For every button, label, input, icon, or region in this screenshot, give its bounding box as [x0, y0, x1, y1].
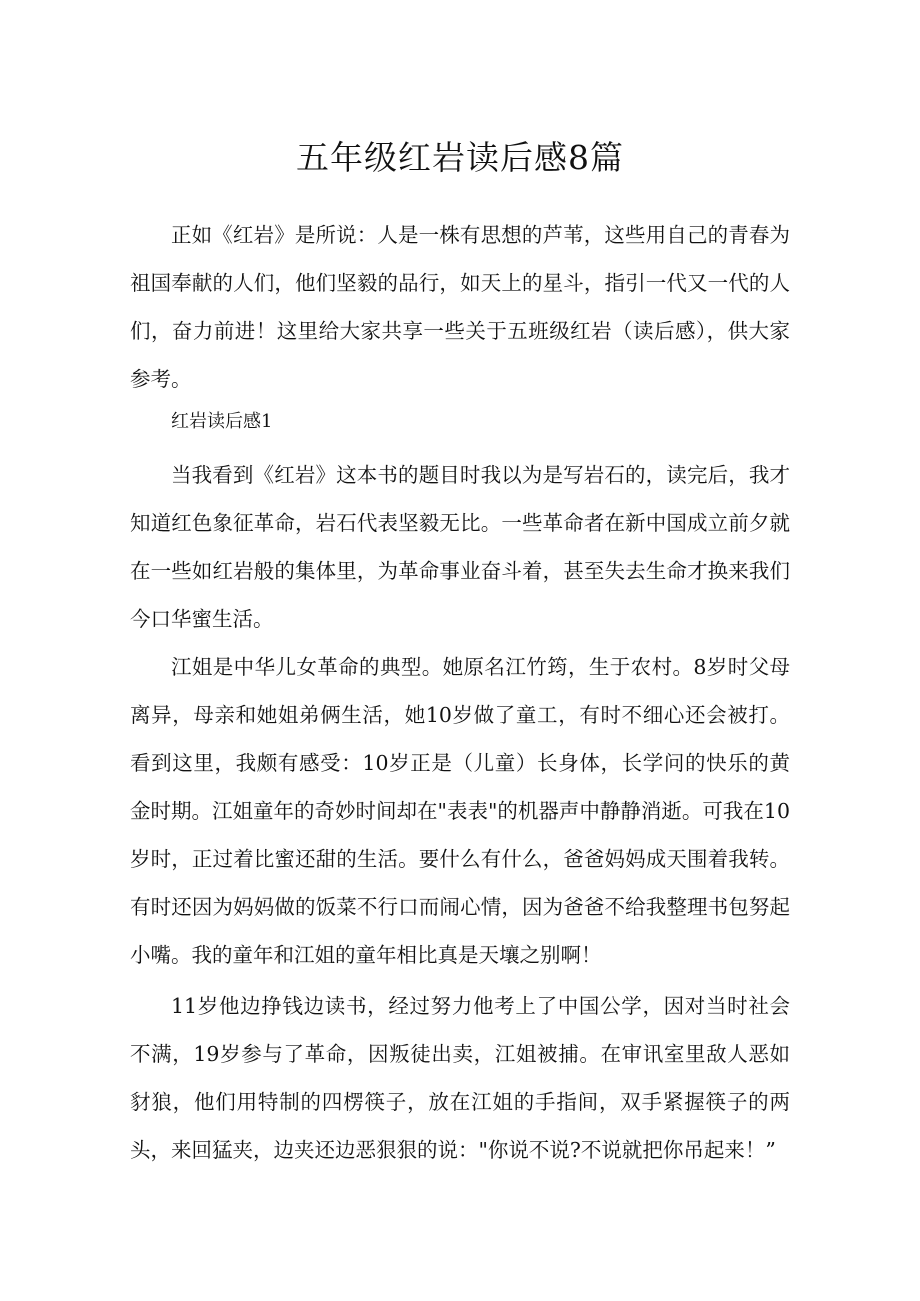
body-paragraph: 江姐是中华儿女革命的典型。她原名江竹筠，生于农村。8岁时父母离异，母亲和她姐弟俩生活，她10岁做了童工，有时不细心还会被打。看到这里，我颇有感受：10岁正是（儿童）长身体，长学问的快乐的黄金时期。江姐童年的奇妙时间却在"表表"的机器声中静静消逝。可我在10岁时，正过着比蜜还甜的生活。要什么有什么，爸爸妈妈成天围着我转。有时还因为妈妈做的饭菜不行口而闹心情，因为爸爸不给我整理书包努起小嘴。我的童年和江姐的童年相比真是天壤之别啊！ [130, 655, 790, 967]
body-paragraph: 当我看到《红岩》这本书的题目时我以为是写岩石的，读完后，我才知道红色象征革命，岩石代表坚毅无比。一些革命者在新中国成立前夕就在一些如红岩般的集体里，为革命事业奋斗着，甚至失去生命才换来我们今口华蜜生活。 [130, 463, 790, 631]
body-paragraph: 11岁他边挣钱边读书，经过努力他考上了中国公学，因对当时社会不满，19岁参与了革命，因叛徒出卖，江姐被捕。在审讯室里敌人恶如豺狼，他们用特制的四楞筷子，放在江姐的手指间，双手紧握筷子的两头，来回猛夹，边夹还边恶狠狠的说："你说不说?不说就把你吊起来！” [130, 994, 790, 1162]
intro-paragraph: 正如《红岩》是所说：人是一株有思想的芦苇，这些用自己的青春为祖国奉献的人们，他们坚毅的品行，如天上的星斗，指引一代又一代的人们，奋力前进！这里给大家共享一些关于五班级红岩（读后感），供大家参考。 [130, 223, 790, 391]
section-heading: 红岩读后感1 [171, 411, 273, 432]
document-title: 五年级红岩读后感8篇 [296, 138, 624, 177]
